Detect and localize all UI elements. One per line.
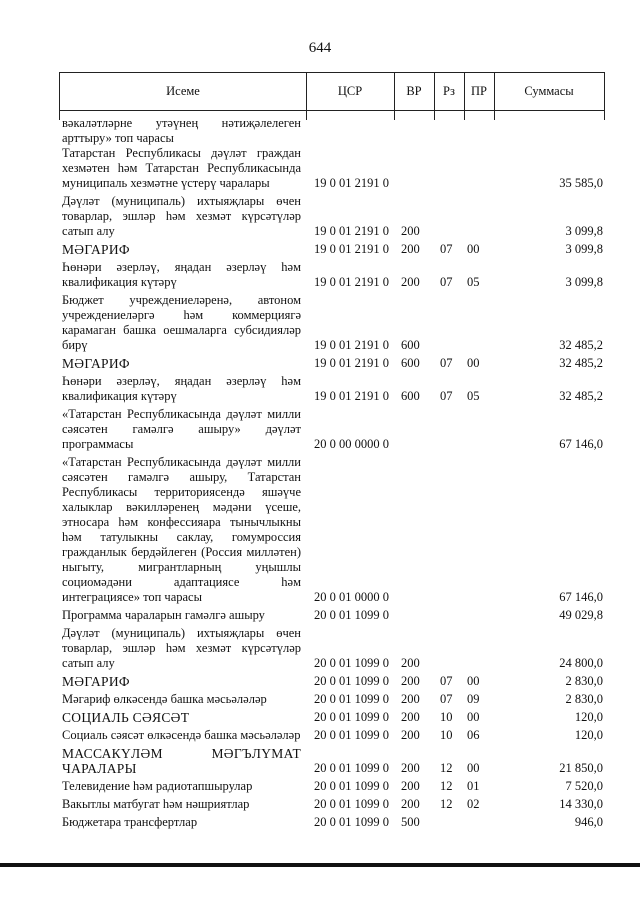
table-row xyxy=(59,779,605,794)
row-name: Телевидение һәм радиотапшырулар xyxy=(62,779,253,793)
row-name: Бюджет учреждениеләренә, автоном учреждениеләргә һәм коммерциягә карамаган башка оешмаларга субсидияләр бирү xyxy=(62,293,301,352)
row-name: Бюджетара трансфертлар xyxy=(62,815,198,829)
row-csr: 20 0 01 1099 0 xyxy=(314,692,389,706)
table-row xyxy=(59,797,605,812)
row-pr: 02 xyxy=(467,797,480,811)
row-sum: 3 099,8 xyxy=(565,242,603,256)
row-pr: 00 xyxy=(467,242,480,256)
row-pr: 01 xyxy=(467,779,480,793)
table-row xyxy=(59,710,605,725)
row-sum: 7 520,0 xyxy=(565,779,603,793)
table-header xyxy=(59,72,605,120)
row-csr: 20 0 01 1099 0 xyxy=(314,674,389,688)
row-pr: 05 xyxy=(467,275,480,289)
row-pr: 00 xyxy=(467,710,480,724)
header-pr: ПР xyxy=(464,73,494,111)
row-csr: 19 0 01 2191 0 xyxy=(314,224,389,238)
header-vr: ВР xyxy=(394,73,434,111)
row-rz: 12 xyxy=(440,761,453,775)
table-row xyxy=(59,293,605,353)
row-name: МАССАКҮЛӘМ МӘГЪЛҮМАТ ЧАРАЛАРЫ xyxy=(62,746,301,776)
table-row xyxy=(59,455,605,605)
header-name: Исеме xyxy=(60,73,306,111)
row-vr: 200 xyxy=(401,728,420,742)
row-name: вәкаләтләрне утәүнең нәтиҗәлелеген арттыру» топ чарасы xyxy=(62,116,301,145)
row-name: «Татарстан Республикасында дәүләт милли сәясәтен гамәлгә ашыру, Татарстан Республикасы территориясендә яшәүче халыклар вәкилләренең мәдәни үсеше, этносара һәм конфессияара тынычлыкны һәм татулыкны саклау, гомумроссия гражданлык бердәйлеген (Россия милләтен) ныгыту, мигрантларның уңышлы социомәдәни адаптациясе һәм интеграциясе» топ чарасы xyxy=(62,455,301,604)
row-sum: 2 830,0 xyxy=(565,674,603,688)
table-row xyxy=(59,608,605,623)
row-pr: 09 xyxy=(467,692,480,706)
row-name: Дәүләт (муниципаль) ихтыяҗлары өчен товарлар, эшләр һәм хезмәт күрсәтүләр сатып алу xyxy=(62,194,301,238)
row-csr: 19 0 01 2191 0 xyxy=(314,389,389,403)
header-sum: Суммасы xyxy=(494,73,604,111)
row-sum: 24 800,0 xyxy=(559,656,603,670)
row-rz: 10 xyxy=(440,710,453,724)
row-name: Программа чараларын гамәлгә ашыру xyxy=(62,608,265,622)
row-rz: 12 xyxy=(440,779,453,793)
row-sum: 14 330,0 xyxy=(559,797,603,811)
row-csr: 19 0 01 2191 0 xyxy=(314,356,389,370)
row-vr: 200 xyxy=(401,656,420,670)
row-pr: 06 xyxy=(467,728,480,742)
table-row xyxy=(59,260,605,290)
row-sum: 120,0 xyxy=(574,710,603,724)
row-csr: 20 0 01 1099 0 xyxy=(314,728,389,742)
header-rz: Рз xyxy=(434,73,464,111)
row-sum: 32 485,2 xyxy=(559,389,603,403)
row-sum: 67 146,0 xyxy=(559,437,603,451)
table-row xyxy=(59,728,605,743)
row-rz: 07 xyxy=(440,242,453,256)
row-sum: 21 850,0 xyxy=(559,761,603,775)
row-vr: 200 xyxy=(401,779,420,793)
row-rz: 07 xyxy=(440,275,453,289)
row-rz: 07 xyxy=(440,692,453,706)
scan-edge-bar xyxy=(0,863,640,867)
row-vr: 200 xyxy=(401,692,420,706)
table-body xyxy=(59,116,605,833)
row-sum: 35 585,0 xyxy=(559,176,603,190)
row-sum: 3 099,8 xyxy=(565,275,603,289)
page-number: 644 xyxy=(308,40,332,56)
row-vr: 500 xyxy=(401,815,420,829)
table-row xyxy=(59,674,605,689)
row-csr: 20 0 00 0000 0 xyxy=(314,437,389,451)
row-rz: 07 xyxy=(440,389,453,403)
row-sum: 67 146,0 xyxy=(559,590,603,604)
row-csr: 20 0 01 1099 0 xyxy=(314,797,389,811)
row-vr: 200 xyxy=(401,710,420,724)
row-pr: 00 xyxy=(467,356,480,370)
header-csr: ЦСР xyxy=(306,73,394,111)
row-csr: 20 0 01 1099 0 xyxy=(314,815,389,829)
row-pr: 00 xyxy=(467,761,480,775)
row-name: СОЦИАЛЬ СӘЯСӘТ xyxy=(62,710,190,725)
row-vr: 200 xyxy=(401,224,420,238)
row-sum: 49 029,8 xyxy=(559,608,603,622)
row-sum: 3 099,8 xyxy=(565,224,603,238)
table-row xyxy=(59,692,605,707)
row-pr: 05 xyxy=(467,389,480,403)
row-vr: 600 xyxy=(401,338,420,352)
row-name: «Татарстан Республикасында дәүләт милли сәясәтен гамәлгә ашыру» дәүләт программасы xyxy=(62,407,301,451)
row-csr: 19 0 01 2191 0 xyxy=(314,242,389,256)
row-csr: 20 0 01 1099 0 xyxy=(314,710,389,724)
row-vr: 200 xyxy=(401,242,420,256)
row-name: Һөнәри әзерләү, яңадан әзерләү һәм квалификация күтәрү xyxy=(62,260,301,289)
table-row xyxy=(59,242,605,257)
row-vr: 200 xyxy=(401,761,420,775)
row-csr: 20 0 01 1099 0 xyxy=(314,779,389,793)
row-name: Дәүләт (муниципаль) ихтыяҗлары өчен товарлар, эшләр һәм хезмәт күрсәтүләр сатып алу xyxy=(62,626,301,670)
row-csr: 20 0 01 1099 0 xyxy=(314,656,389,670)
row-csr: 20 0 01 1099 0 xyxy=(314,608,389,622)
row-rz: 07 xyxy=(440,356,453,370)
table-row xyxy=(59,626,605,671)
row-name: Татарстан Республикасы дәүләт граждан хезмәтен һәм Татарстан Республикасында муниципаль хезмәтне үстерү чаралары xyxy=(62,146,301,190)
row-rz: 12 xyxy=(440,797,453,811)
table-row xyxy=(59,374,605,404)
row-name: Мәгариф өлкәсендә башка мәсьәләләр xyxy=(62,692,267,706)
row-vr: 200 xyxy=(401,275,420,289)
table-row xyxy=(59,356,605,371)
row-vr: 600 xyxy=(401,389,420,403)
table-row xyxy=(59,815,605,830)
row-sum: 32 485,2 xyxy=(559,356,603,370)
row-csr: 19 0 01 2191 0 xyxy=(314,176,389,190)
row-vr: 600 xyxy=(401,356,420,370)
row-rz: 10 xyxy=(440,728,453,742)
row-vr: 200 xyxy=(401,674,420,688)
row-name: МӘГАРИФ xyxy=(62,356,130,371)
row-csr: 19 0 01 2191 0 xyxy=(314,338,389,352)
row-vr: 200 xyxy=(401,797,420,811)
row-sum: 120,0 xyxy=(574,728,603,742)
table-row xyxy=(59,194,605,239)
row-sum: 2 830,0 xyxy=(565,692,603,706)
row-name: МӘГАРИФ xyxy=(62,674,130,689)
table-row xyxy=(59,746,605,776)
row-name: МӘГАРИФ xyxy=(62,242,130,257)
row-csr: 20 0 01 1099 0 xyxy=(314,761,389,775)
table-row xyxy=(59,407,605,452)
row-rz: 07 xyxy=(440,674,453,688)
row-pr: 00 xyxy=(467,674,480,688)
row-csr: 20 0 01 0000 0 xyxy=(314,590,389,604)
row-name: Социаль сәясәт өлкәсендә башка мәсьәләләр xyxy=(62,728,301,742)
table-row xyxy=(59,146,605,191)
row-sum: 946,0 xyxy=(574,815,603,829)
row-csr: 19 0 01 2191 0 xyxy=(314,275,389,289)
row-name: Вакытлы матбугат һәм нәшриятлар xyxy=(62,797,250,811)
row-name: Һөнәри әзерләү, яңадан әзерләү һәм квалификация күтәрү xyxy=(62,374,301,403)
row-sum: 32 485,2 xyxy=(559,338,603,352)
table-row xyxy=(59,116,605,146)
